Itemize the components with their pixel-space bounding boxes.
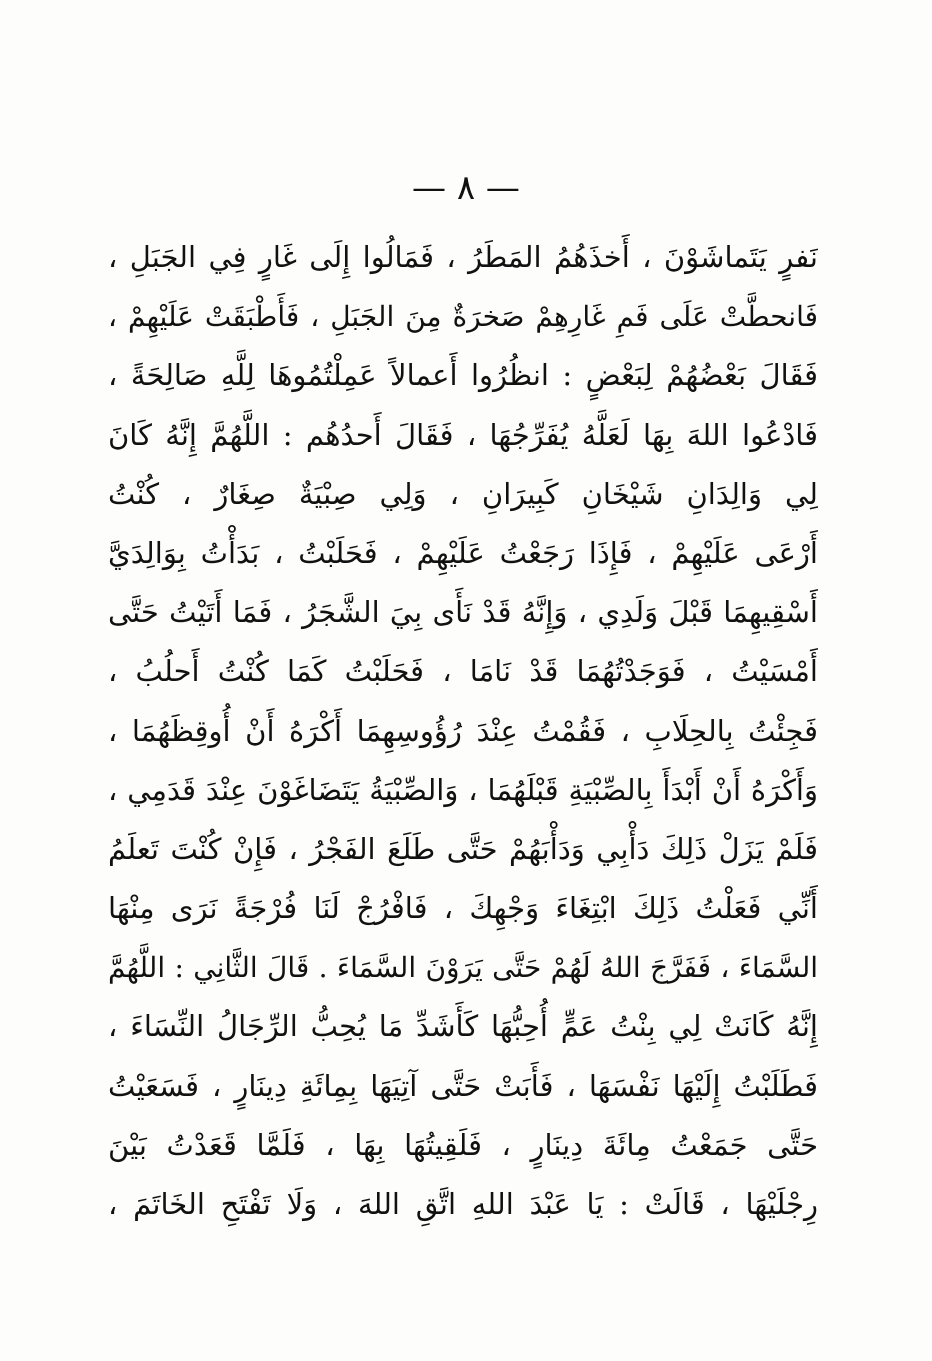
text-line: رِجْلَيْهَا ، قَالَتْ : يَا عَبْدَ اللهِ اتَّقِ اللهَ ، وَلَا تَفْتَحِ الخَاتَمَ ، xyxy=(108,1187,818,1221)
text-line: وَأَكْرَهُ أَنْ أَبْدَأَ بِالصِّبْيَةِ قَبْلَهُمَا ، وَالصِّبْيَةُ يَتَضَاغَوْنَ عِنْدَ قَدَمِي ، xyxy=(108,772,818,807)
body-text xyxy=(108,228,818,1234)
text-line: أَسْقِيهِمَا قَبْلَ وَلَدِي ، وَإِنَّهُ قَدْ نَأَى بِيَ الشَّجَرُ ، فَمَا أَتَيْتُ حَتَّى xyxy=(108,595,818,630)
text-line: لِي وَالِدَانِ شَيْخَانِ كَبِيرَانِ ، وَلِي صِبْيَةٌ صِغَارٌ ، كُنْتُ xyxy=(108,476,818,511)
text-line: فَادْعُوا اللهَ بِهَا لَعَلَّهُ يُفَرِّجُهَا ، فَقَالَ أَحدُهُم : اللَّهُمَّ إِنَّهُ كَانَ xyxy=(108,417,818,452)
text-line: إِنَّهُ كَانَتْ لِي بِنْتُ عَمٍّ أُحِبُّهَا كَأَشَدِّ مَا يُحِبُّ الرِّجَالُ النِّسَاءَ ، xyxy=(108,1009,818,1044)
text-line: نَفرٍ يَتَماشَوْنَ ، أَخذَهُمُ المَطَرُ ، فَمَالُوا إِلَى غَارٍ فِي الجَبَلِ ، xyxy=(108,240,818,274)
text-line: أَمْسَيْتُ ، فَوَجَدْتُهُمَا قَدْ نَامَا ، فَحَلَبْتُ كَمَا كُنْتُ أَحلُبُ ، xyxy=(108,654,818,689)
page-number: — ٨ — xyxy=(412,168,520,208)
text-line: أَنِّي فَعَلْتُ ذَلِكَ ابْتِغَاءَ وَجْهِكَ ، فَافْرُجْ لَنَا فُرْجَةً نَرَى مِنْهَا xyxy=(108,891,818,926)
text-line: فَانحطَّتْ عَلَى فَمِ غَارِهِمْ صَخرَةٌ مِنَ الجَبَلِ ، فَأَطْبَقَتْ عَلَيْهِمْ ، xyxy=(108,300,818,334)
text-line: أَرْعَى عَلَيْهِمْ ، فَإِذَا رَجَعْتُ عَلَيْهِمْ ، فَحَلَبْتُ ، بَدَأْتُ بِوَالِدَيَّ xyxy=(108,535,818,570)
text-line: فَلَمْ يَزَلْ ذَلِكَ دَأْبِي وَدَأْبَهُمْ حَتَّى طَلَعَ الفَجْرُ ، فَإِنْ كُنْتَ تَعلَمُ xyxy=(108,831,818,866)
text-line: فَقَالَ بَعْضُهُمْ لِبَعْضٍ : انظُرُوا أَعمالاً عَمِلْتُمُوهَا لِلَّهِ صَالِحَةً ، xyxy=(108,358,818,393)
text-line: السَّمَاءَ ، فَفَرَّجَ اللهُ لَهُمْ حَتَّى يَرَوْنَ السَّمَاءَ . قَالَ الثَّانِي : اللَّهُمَّ xyxy=(108,951,818,985)
text-line: فَطَلَبْتُ إِلَيْهَا نَفْسَهَا ، فَأَبَتْ حَتَّى آتِيَهَا بِمِائَةِ دِينَارٍ ، فَسَعَيْتُ xyxy=(108,1068,818,1103)
text-line: فَجِئْتُ بِالحِلَابِ ، فَقُمْتُ عِنْدَ رُؤُوسِهِمَا أَكْرَهُ أَنْ أُوقِظَهُمَا ، xyxy=(108,713,818,748)
text-line: حَتَّى جَمَعْتُ مِائَةَ دِينَارٍ ، فَلَقِيتُهَا بِهَا ، فَلَمَّا قَعَدْتُ بَيْنَ xyxy=(108,1127,818,1162)
